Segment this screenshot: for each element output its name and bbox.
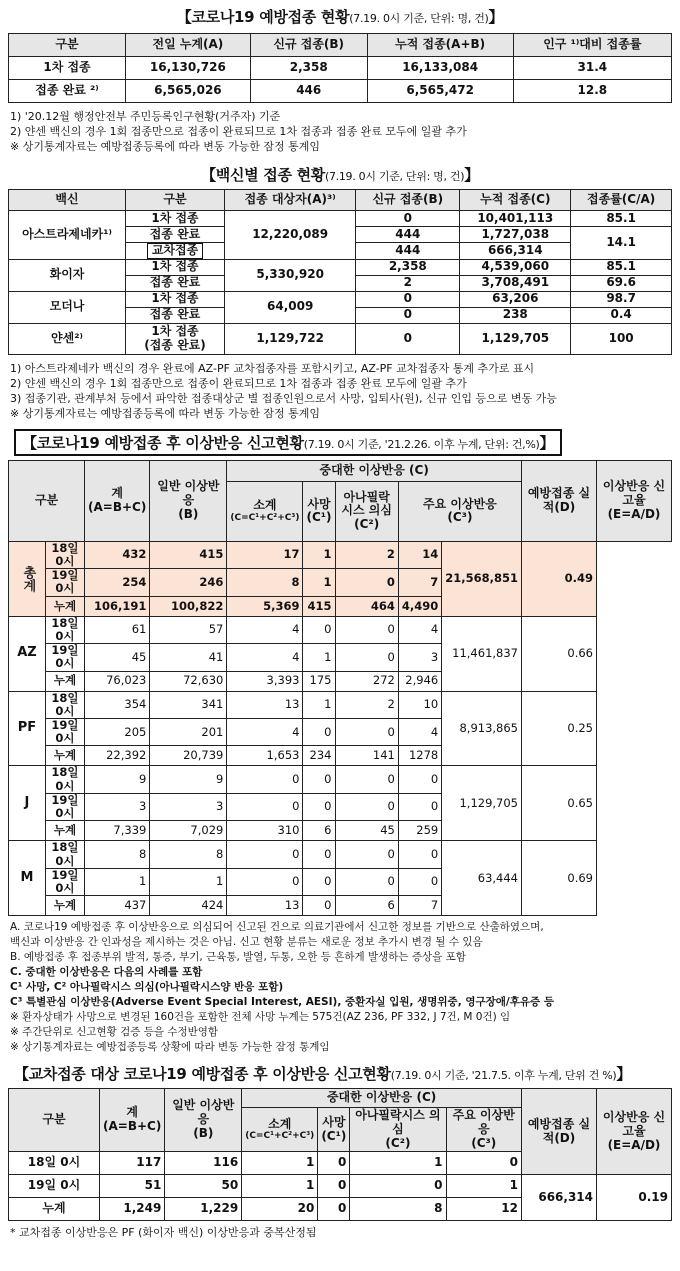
rate-cell: 0.69 [522, 841, 597, 916]
col-header: 이상반응 신고율 (E=A/D) [597, 1089, 672, 1175]
col-header: 계 (A=B+C) [100, 1089, 165, 1152]
footnote: 3) 접종기관, 관계부처 등에서 파악한 접종대상군 별 접종인원으로서 사망, 입퇴사(원), 신규 인입 등으로 변동 가능 [10, 391, 557, 405]
cell: 234 [303, 746, 335, 766]
cell: 2 [335, 541, 398, 568]
cell: 7,029 [150, 821, 227, 841]
footnote: A. 코로나19 예방접종 후 이상반응으로 의심되어 신고된 건으로 의료기관에서 신고한 정보를 기반으로 산출하였으며, [10, 921, 544, 934]
cell: 0 [398, 868, 441, 895]
cell: 0 [303, 718, 335, 745]
col-header: 인구 ¹⁾대비 접종률 [513, 34, 671, 57]
vaccination-status-table [8, 33, 672, 103]
footnote: C. 중대한 이상반응은 다음의 사례를 포함 [10, 966, 203, 979]
cell: 5,369 [227, 596, 303, 616]
cell: 432 [85, 541, 150, 568]
performance-cell: 8,913,865 [442, 691, 522, 766]
cell: 4 [227, 644, 303, 671]
cell: 0 [335, 616, 398, 643]
footnote: C³ 특별관심 이상반응(Adverse Event Special Interest, AESI), 중환자실 입원, 생명위중, 영구장애/후유증 등 [10, 996, 554, 1009]
cell: 0 [227, 793, 303, 820]
table-row [9, 691, 672, 718]
cell: 57 [150, 616, 227, 643]
rate-cell: 0.49 [522, 541, 597, 616]
cell: 13 [227, 896, 303, 916]
cell: 41 [150, 644, 227, 671]
cell: 20,739 [150, 746, 227, 766]
cell: 0 [335, 841, 398, 868]
cell: 4,490 [398, 596, 441, 616]
col-header: 구분 [9, 1089, 100, 1152]
performance-cell: 11,461,837 [442, 616, 522, 691]
table-row: 접종 완료 444 1,727,038 14.1 [9, 227, 672, 243]
cell: 0 [303, 766, 335, 793]
col-header: 주요 이상반응 (C³) [446, 1108, 522, 1152]
col-header: 누적 접종(A+B) [367, 34, 513, 57]
performance-cell: 1,129,705 [442, 766, 522, 841]
cell: 415 [303, 596, 335, 616]
vaccine-status-table [8, 189, 672, 355]
group-label: PF [9, 691, 46, 766]
footnotes [10, 361, 680, 421]
section-title: 【코로나19 예방접종 후 이상반응 신고현황(7.19. 0시 기준, '21.2.26. 이후 누계, 단위: 건,%)】 [14, 429, 680, 456]
cell: 4 [398, 616, 441, 643]
table-row: 모더나 1차 접종 64,009 0 63,206 98.7 [9, 291, 672, 307]
footnote: ※ 환자상태가 사망으로 변경된 160건을 포함한 전체 사망 누계는 575건(AZ 236, PF 332, J 7건, M 0건) 임 [10, 1011, 511, 1024]
row-label: 19일 0시 [45, 718, 84, 745]
cell: 3,393 [227, 671, 303, 691]
cell: 0 [303, 616, 335, 643]
cell: 4 [227, 616, 303, 643]
footnotes [10, 109, 680, 154]
col-header: 소계 (C=C¹+C²+C³) [227, 481, 303, 541]
rate-cell: 0.66 [522, 616, 597, 691]
cell: 8 [85, 841, 150, 868]
cell: 1278 [398, 746, 441, 766]
col-header: 주요 이상반응 (C³) [398, 481, 521, 541]
col-header: 전일 누계(A) [126, 34, 251, 57]
cell: 9 [150, 766, 227, 793]
cell: 1 [85, 868, 150, 895]
adverse-events-table [8, 460, 672, 916]
cell: 205 [85, 718, 150, 745]
cell: 7,339 [85, 821, 150, 841]
section-cross-vaccination [0, 1055, 680, 1240]
col-header: 중대한 이상반응 (C) [227, 460, 522, 481]
group-label: J [9, 766, 46, 841]
performance-cell: 63,444 [442, 841, 522, 916]
group-label: AZ [9, 616, 46, 691]
table-row: 18일 0시 117 116 1 0 1 0 [9, 1152, 672, 1175]
footnote: 2) 얀센 백신의 경우 1회 접종만으로 접종이 완료되므로 1차 접종과 접종 완료 모두에 일괄 추가 [10, 125, 467, 138]
section-adverse-events [0, 421, 680, 1055]
cell: 0 [303, 896, 335, 916]
cell: 6 [303, 821, 335, 841]
col-header: 이상반응 신고율 (E=A/D) [597, 460, 672, 541]
cell: 45 [85, 644, 150, 671]
cell: 354 [85, 691, 150, 718]
row-label: 18일 0시 [45, 766, 84, 793]
col-header: 소계 (C=C¹+C²+C³) [242, 1108, 318, 1152]
cell: 0 [398, 766, 441, 793]
adverse-events-body [9, 541, 672, 915]
table-row: 접종 완료 ²⁾ 6,565,026 446 6,565,472 12.8 [9, 80, 672, 103]
footnote: C¹ 사망, C² 아나필락시스 의심(아나필락시스양 반응 포함) [10, 981, 284, 994]
cell: 4 [398, 718, 441, 745]
footnote: * 교차접종 이상반응은 PF (화이자 백신) 이상반응과 중복산정됨 [10, 1226, 317, 1240]
cell: 2,946 [398, 671, 441, 691]
col-header: 아나필락시스 의심 (C²) [335, 481, 398, 541]
cell: 1 [303, 541, 335, 568]
col-header: 계 (A=B+C) [85, 460, 150, 541]
cell: 0 [398, 793, 441, 820]
col-header: 사망 (C¹) [303, 481, 335, 541]
col-header: 신규 접종(B) [356, 190, 460, 211]
row-label: 18일 0시 [45, 691, 84, 718]
row-label: 누계 [45, 821, 84, 841]
table-row: 얀센²⁾ 1차 접종 (접종 완료) 1,129,722 0 1,129,705 100 [9, 323, 672, 354]
cell: 0 [335, 766, 398, 793]
cell: 0 [227, 766, 303, 793]
cell: 72,630 [150, 671, 227, 691]
row-label: 누계 [45, 671, 84, 691]
footnote: 2) 얀센 백신의 경우 1회 접종만으로 접종이 완료되므로 1차 접종과 접종 완료 모두에 일괄 추가 [10, 376, 467, 390]
table-row: 1차 접종 16,130,726 2,358 16,133,084 31.4 [9, 57, 672, 80]
footnote: B. 예방접종 후 접종부위 발적, 통증, 부기, 근육통, 발열, 두통, 오한 등 흔하게 발생하는 증상을 포함 [10, 951, 466, 964]
cell: 7 [398, 896, 441, 916]
col-header: 일반 이상반응 (B) [150, 460, 227, 541]
cell: 61 [85, 616, 150, 643]
cell: 3 [150, 793, 227, 820]
cell: 424 [150, 896, 227, 916]
col-header: 일반 이상반응 (B) [165, 1089, 242, 1152]
col-header: 구분 [9, 460, 85, 541]
col-header: 중대한 이상반응 (C) [242, 1089, 522, 1108]
row-label: 19일 0시 [45, 569, 84, 596]
table-row: 아스트라제네카¹⁾ 1차 접종 12,220,089 0 10,401,113 85.1 [9, 211, 672, 227]
table-row [9, 766, 672, 793]
table-row [9, 616, 672, 643]
col-header: 사망 (C¹) [318, 1108, 350, 1152]
cell: 17 [227, 541, 303, 568]
cell: 0 [227, 868, 303, 895]
cell: 341 [150, 691, 227, 718]
cell: 10 [398, 691, 441, 718]
col-header: 누적 접종(C) [460, 190, 571, 211]
cell: 76,023 [85, 671, 150, 691]
cell: 437 [85, 896, 150, 916]
row-label: 18일 0시 [45, 841, 84, 868]
footnote: ※ 상기통계자료는 예방접종등록에 따라 변동 가능한 잠정 통계임 [10, 406, 320, 420]
col-header: 접종 대상자(A)³⁾ [225, 190, 356, 211]
cell: 7 [398, 569, 441, 596]
cell: 1 [303, 644, 335, 671]
cell: 100,822 [150, 596, 227, 616]
row-label: 19일 0시 [45, 644, 84, 671]
cell: 45 [335, 821, 398, 841]
table-row [9, 541, 672, 568]
cell: 106,191 [85, 596, 150, 616]
cell: 0 [303, 868, 335, 895]
cell: 8 [150, 841, 227, 868]
cell: 0 [335, 644, 398, 671]
cell: 2 [335, 691, 398, 718]
cell: 0 [303, 793, 335, 820]
cell: 0 [335, 718, 398, 745]
col-header: 아나필락시스 의심 (C²) [350, 1108, 446, 1152]
cell: 201 [150, 718, 227, 745]
rate-cell: 0.25 [522, 691, 597, 766]
cell: 0 [303, 841, 335, 868]
cell: 0 [335, 569, 398, 596]
cell: 3 [398, 644, 441, 671]
group-label: M [9, 841, 46, 916]
table-row [9, 841, 672, 868]
col-header: 구분 [9, 34, 126, 57]
footnote: ※ 주간단위로 신고현황 검증 등을 수정반영함 [10, 1026, 219, 1039]
footnote: 1) '20.12월 행정안전부 주민등록인구현황(거주자) 기준 [10, 110, 281, 123]
cell: 6 [335, 896, 398, 916]
table-row: 교차접종 444 666,314 [9, 243, 672, 260]
performance-cell: 21,568,851 [442, 541, 522, 616]
cell: 14 [398, 541, 441, 568]
cell: 8 [227, 569, 303, 596]
cell: 1 [150, 868, 227, 895]
col-header: 예방접종 실적(D) [522, 1089, 597, 1175]
row-label: 누계 [45, 896, 84, 916]
col-header: 구분 [126, 190, 225, 211]
row-label: 18일 0시 [45, 541, 84, 568]
cell: 9 [85, 766, 150, 793]
table-row: 접종 완료 0 238 0.4 [9, 307, 672, 323]
table-row: 접종 완료 2 3,708,491 69.6 [9, 275, 672, 291]
table-row: 19일 0시 51 50 1 0 0 1 666,314 0.19 [9, 1175, 672, 1198]
row-label: 누계 [45, 746, 84, 766]
cell: 1 [303, 691, 335, 718]
cell: 272 [335, 671, 398, 691]
cell: 310 [227, 821, 303, 841]
section-title: 【교차접종 대상 코로나19 예방접종 후 이상반응 신고현황(7.19. 0시 기준, '21.7.5. 이후 누계, 단위 건 %)】 [14, 1065, 632, 1084]
footnote: 백신과 이상반응 간 인과성을 제시하는 것은 아님. 신고 현황 분류는 새로운 정보 추가시 변경 될 수 있음 [10, 936, 483, 949]
cell: 3 [85, 793, 150, 820]
col-header: 접종률(C/A) [571, 190, 672, 211]
row-label: 누계 [45, 596, 84, 616]
cell: 175 [303, 671, 335, 691]
cell: 4 [227, 718, 303, 745]
cell: 141 [335, 746, 398, 766]
row-label: 19일 0시 [45, 793, 84, 820]
cell: 22,392 [85, 746, 150, 766]
footnotes [10, 920, 680, 1055]
footnote: 1) 아스트라제네카 백신의 경우 완료에 AZ-PF 교차접종자를 포함시키고, AZ-PF 교차접종자 통계 추가로 표시 [10, 361, 535, 375]
cell: 464 [335, 596, 398, 616]
col-header: 예방접종 실적(D) [522, 460, 597, 541]
cell: 254 [85, 569, 150, 596]
section-vaccine-status [0, 154, 680, 421]
section-title: 【백신별 접종 현황(7.19. 0시 기준, 단위: 명, 건)】 [201, 166, 479, 184]
cell: 259 [398, 821, 441, 841]
rate-cell: 0.65 [522, 766, 597, 841]
table-row: 누계 1,249 1,229 20 0 8 12 [9, 1198, 672, 1221]
cell: 1 [303, 569, 335, 596]
cell: 0 [335, 793, 398, 820]
footnote: ※ 상기통계자료는 예방접종등록 상황에 따라 변동 가능한 잠정 통계임 [10, 1041, 330, 1054]
cell: 0 [398, 841, 441, 868]
cell: 0 [227, 841, 303, 868]
table-row: 화이자 1차 접종 5,330,920 2,358 4,539,060 85.1 [9, 259, 672, 275]
cell: 415 [150, 541, 227, 568]
footnote: ※ 상기통계자료는 예방접종등록에 따라 변동 가능한 잠정 통계임 [10, 140, 320, 153]
col-header: 백신 [9, 190, 126, 211]
row-label: 19일 0시 [45, 868, 84, 895]
cell: 0 [335, 868, 398, 895]
section-title: 【코로나19 예방접종 현황(7.19. 0시 기준, 단위: 명, 건)】 [176, 8, 504, 26]
group-label: 총계 [9, 541, 46, 616]
section-vaccination-status [0, 0, 680, 154]
cell: 1,653 [227, 746, 303, 766]
cell: 13 [227, 691, 303, 718]
cross-vaccination-table [8, 1088, 672, 1221]
cell: 246 [150, 569, 227, 596]
row-label: 18일 0시 [45, 616, 84, 643]
col-header: 신규 접종(B) [250, 34, 367, 57]
